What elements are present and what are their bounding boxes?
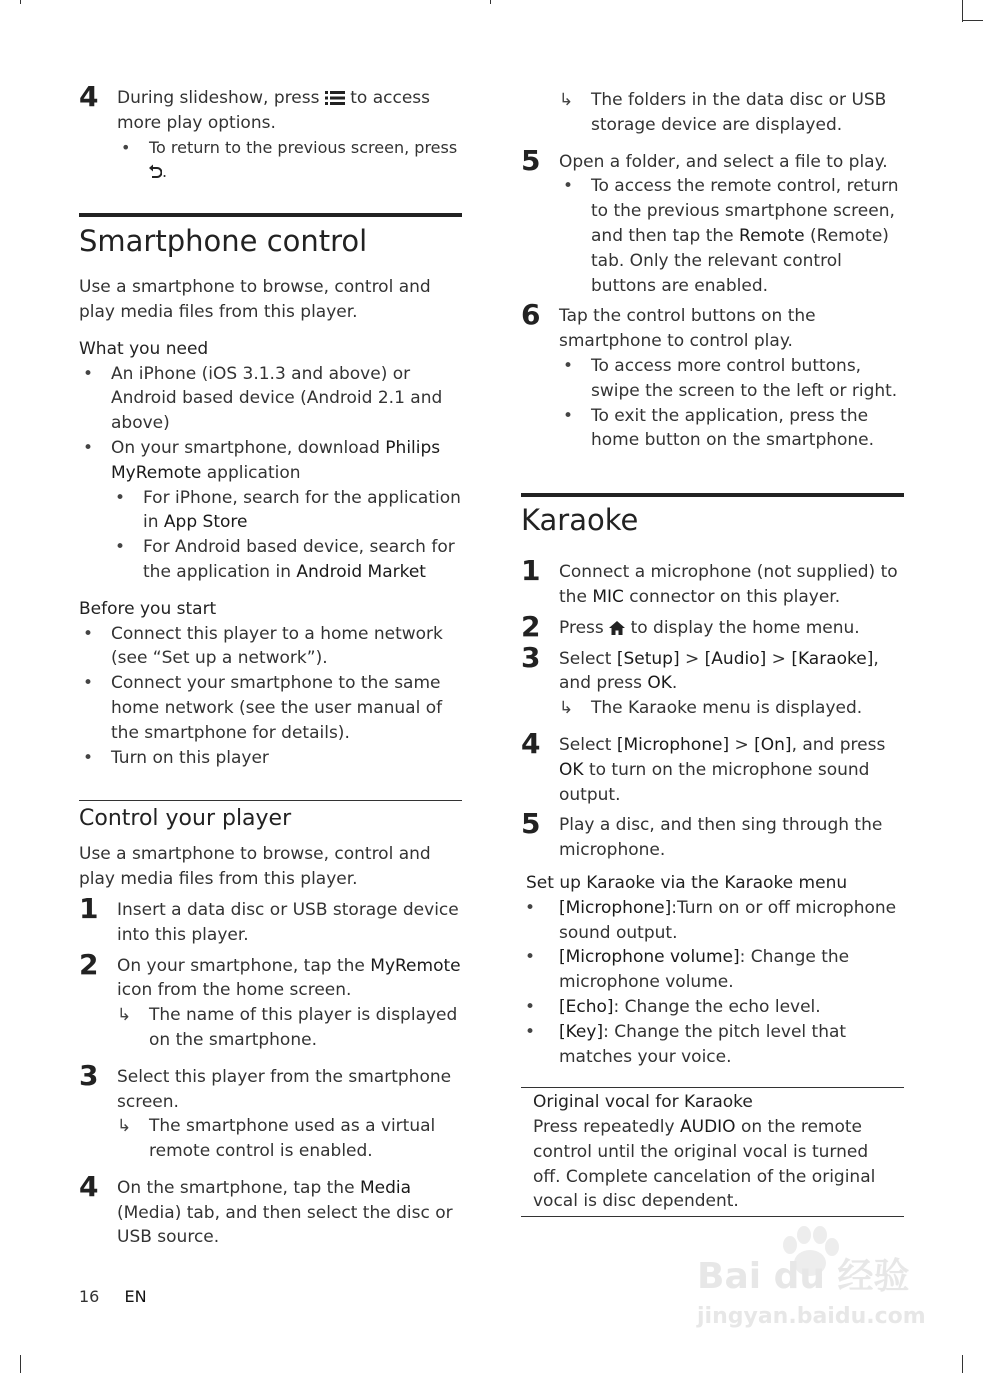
before-item [79, 746, 462, 771]
menu-item [521, 1020, 904, 1070]
tab-name: Media [359, 1177, 412, 1198]
step-text: Insert a data disc or USB storage device into this player. [117, 899, 459, 945]
step-number: 3 [79, 1058, 99, 1092]
bullet-text: : Change the microphone volume. [559, 947, 850, 993]
bullet-text: For iPhone, search for the application in [143, 487, 461, 533]
karaoke-step-2 [521, 609, 904, 643]
step-text: to access more play options. [117, 88, 431, 133]
separator: > [685, 648, 700, 669]
subsection-intro: Use a smartphone to browse, control and play media files from this player. [79, 844, 431, 890]
what-you-need-label: What you need [79, 338, 209, 359]
bullet-text: : Change the pitch level that matches your voice. [559, 1021, 847, 1067]
result-text: The smartphone used as a virtual remote control is enabled. [149, 1116, 436, 1162]
language-code: EN [124, 1287, 147, 1306]
result-arrow-icon: ↳ [117, 1116, 132, 1137]
bullet-dot: • [83, 363, 94, 384]
step-number: 4 [79, 80, 99, 113]
menu-item [521, 945, 904, 995]
subsection-title-control: Control your player [79, 806, 292, 832]
menu-item [521, 896, 904, 946]
bullet-text: To return to the previous screen, press [149, 137, 458, 157]
bullet-dot: • [83, 623, 94, 644]
button-name: OK [559, 759, 584, 780]
bullet-item [559, 174, 904, 298]
karaoke-step-1 [521, 554, 904, 610]
back-icon [149, 164, 162, 179]
bullet-text: :Turn on or off microphone sound output. [559, 897, 897, 943]
step-text: On your smartphone, tap the [117, 955, 365, 976]
bullet-item [559, 354, 904, 404]
step-1 [79, 891, 462, 948]
bullet-dot: • [83, 673, 94, 694]
step-text: On the smartphone, tap the [117, 1177, 355, 1198]
note-title: Original vocal for Karaoke [533, 1092, 753, 1113]
bullet-dot: • [115, 537, 126, 558]
step-number: 3 [521, 640, 541, 674]
sub-bullet [111, 486, 462, 536]
subsection-rule [79, 800, 462, 801]
right-column [521, 80, 904, 1217]
watermark-brand: Bai du 经验 [697, 1256, 910, 1297]
menu-option: [Microphone] [559, 897, 672, 918]
before-item [79, 671, 462, 745]
step-5 [521, 143, 904, 299]
result-item [117, 1003, 462, 1053]
bullet-text: . [162, 162, 168, 182]
crop-mark [20, 1355, 21, 1373]
watermark-url: jingyan.baidu.com [697, 1304, 926, 1329]
bullet-item [559, 404, 904, 454]
bullet-dot: • [83, 437, 94, 458]
section-intro: Use a smartphone to browse, control and play media files from this player. [79, 277, 431, 322]
menu-option: [Audio] [704, 648, 767, 669]
karaoke-step-4 [521, 726, 904, 807]
crop-mark [20, 0, 21, 4]
bullet-text: To access the remote control, return to the previous smartphone screen, and then tap the [591, 176, 899, 246]
crop-mark [962, 0, 963, 22]
step-text: Select this player from the smartphone screen. [117, 1066, 452, 1112]
home-icon [609, 621, 625, 635]
step-number: 4 [521, 726, 541, 760]
bullet-text: : Change the echo level. [613, 996, 821, 1017]
bullet-dot: • [563, 405, 574, 426]
section-rule [79, 213, 462, 217]
bullet-dot: • [121, 137, 131, 157]
bullet-text: Connect your smartphone to the same home network (see the user manual of the smartphone for details). [111, 673, 443, 743]
step-text: During slideshow, press [117, 88, 320, 108]
bullet-text: On your smartphone, download [111, 437, 380, 458]
step-number: 2 [521, 609, 541, 643]
note-text: on the remote control until the original vocal is turned off. Complete cancelation of the original vocal is disc dependent. [533, 1117, 876, 1212]
step-number: 4 [79, 1169, 99, 1203]
step-text: Select [559, 648, 612, 669]
tab-name: Remote [739, 225, 805, 246]
bullet-text: Connect this player to a home network (see “Set up a network”). [111, 623, 443, 669]
menu-option: [Key] [559, 1021, 604, 1042]
result-arrow-icon: ↳ [559, 698, 574, 719]
bullet-dot: • [83, 747, 94, 768]
step-text: icon from the home screen. [117, 980, 352, 1001]
bullet-text: (Remote) tab. Only the relevant control buttons are enabled. [591, 225, 889, 296]
menu-option: [Karaoke] [791, 648, 874, 669]
step-number: 6 [521, 298, 541, 332]
button-name: OK [647, 673, 672, 694]
crop-mark [490, 0, 491, 4]
bullet-dot: • [525, 897, 536, 918]
page-number: 16 [79, 1287, 100, 1306]
result-arrow-icon: ↳ [559, 90, 574, 110]
note-box [521, 1087, 904, 1217]
crop-mark [962, 1355, 963, 1373]
connector-name: MIC [592, 586, 624, 607]
step-text: . [671, 673, 678, 694]
left-column [79, 80, 462, 1250]
menu-option: [Microphone] [616, 734, 730, 755]
app-name: MyRemote [370, 955, 461, 976]
step-number: 1 [521, 554, 541, 588]
baidu-watermark [695, 1225, 930, 1340]
section-title-smartphone: Smartphone control [79, 224, 368, 259]
app-name: Philips MyRemote [111, 437, 441, 483]
bullet-text: For Android based device, search for the application in [143, 537, 455, 582]
bullet-text: To exit the application, press the home button on the smartphone. [591, 405, 875, 451]
bullet-text: An iPhone (iOS 3.1.3 and above) or Android based device (Android 2.1 and above) [111, 363, 443, 434]
bullet-text: application [206, 462, 301, 483]
step-text: , and press [559, 648, 879, 694]
step-4-media [79, 1169, 462, 1250]
sub-bullet [111, 535, 462, 585]
step-2 [79, 947, 462, 1053]
crop-mark [962, 20, 983, 21]
before-you-start-label: Before you start [79, 598, 217, 619]
step-number: 2 [79, 947, 99, 981]
step-number: 5 [521, 143, 541, 177]
section-title-karaoke: Karaoke [521, 503, 639, 538]
step-text: , and press [791, 734, 886, 755]
result-arrow-icon: ↳ [117, 1005, 132, 1026]
step-text: Play a disc, and then sing through the microphone. [559, 815, 883, 861]
step-text: Select [559, 734, 612, 755]
store-name: Android Market [296, 561, 426, 582]
need-item [79, 362, 462, 436]
note-body [533, 1115, 892, 1214]
store-name: App Store [163, 512, 248, 533]
result-text: The folders in the data disc or USB storage device are displayed. [591, 90, 887, 135]
result-text: The name of this player is displayed on the smartphone. [149, 1005, 458, 1050]
step-4-slideshow [79, 80, 462, 185]
step-text: Open a folder, and select a file to play. [559, 151, 888, 172]
bullet-text: Turn on this player [111, 747, 269, 768]
bullet-dot: • [525, 996, 536, 1017]
button-name: AUDIO [680, 1117, 736, 1138]
options-icon [325, 91, 345, 105]
bullet-item [117, 136, 462, 186]
note-text: Press repeatedly [533, 1117, 675, 1138]
result-item [559, 88, 904, 138]
karaoke-step-3 [521, 640, 904, 721]
step-text: Connect a microphone (not supplied) to the [559, 562, 898, 607]
bullet-dot: • [563, 355, 574, 376]
karaoke-step-5 [521, 807, 904, 863]
menu-option: [Microphone volume] [559, 947, 740, 968]
bullet-text: To access more control buttons, swipe the screen to the left or right. [591, 355, 898, 401]
step-text: to display the home menu. [630, 617, 860, 638]
page-footer [79, 1285, 147, 1310]
bullet-dot: • [563, 176, 574, 197]
step-text: Press [559, 617, 604, 638]
menu-item [521, 995, 904, 1020]
menu-option: [On] [754, 734, 792, 755]
bullet-dot: • [115, 487, 126, 508]
bullet-dot: • [525, 1021, 536, 1042]
separator: > [771, 648, 786, 669]
before-item [79, 622, 462, 672]
step-text: to turn on the microphone sound output. [559, 759, 870, 805]
separator: > [734, 734, 749, 755]
step-text: Tap the control buttons on the smartphone to control play. [559, 306, 816, 352]
step-number: 1 [79, 891, 99, 925]
result-text: The Karaoke menu is displayed. [591, 698, 863, 719]
step-6 [521, 298, 904, 453]
step-3 [79, 1058, 462, 1164]
bullet-dot: • [525, 947, 536, 968]
step-text: (Media) tab, and then select the disc or USB source. [117, 1202, 453, 1248]
step-text: connector on this player. [629, 586, 841, 607]
result-item [117, 1114, 462, 1164]
section-rule [521, 493, 904, 497]
step-number: 5 [521, 807, 541, 841]
result-item [559, 696, 904, 721]
need-item [79, 436, 462, 585]
karaoke-menu-label: Set up Karaoke via the Karaoke menu [526, 872, 848, 893]
menu-option: [Setup] [616, 648, 680, 669]
menu-option: [Echo] [559, 996, 614, 1017]
